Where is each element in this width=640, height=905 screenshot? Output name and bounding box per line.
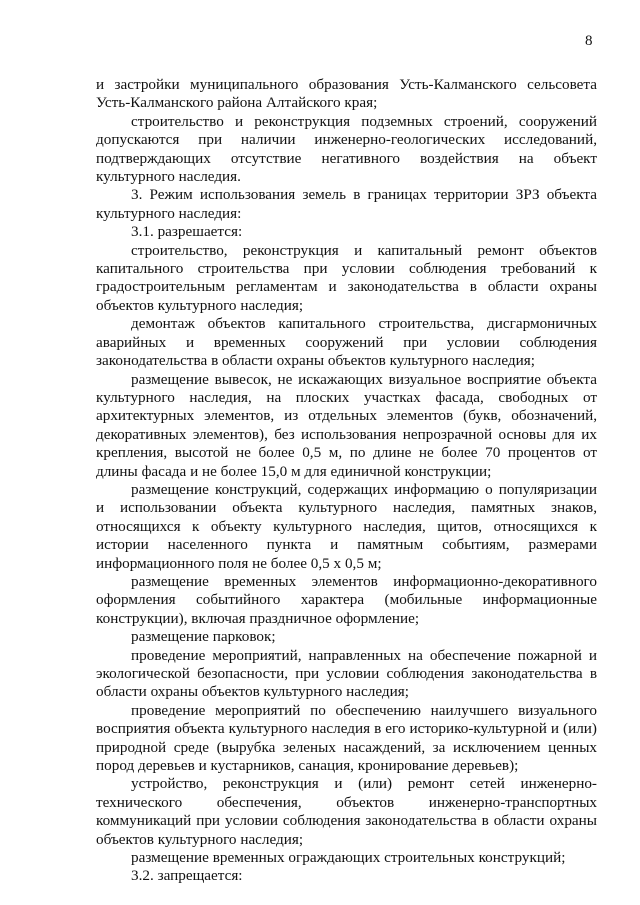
paragraph-fire-safety: проведение мероприятий, направленных на обеспечение пожарной и экологической безопасности, при условии соблюдения законодательства в области охраны объектов культурного наследия; — [96, 646, 597, 701]
paragraph-temporary-fences: размещение временных ограждающих строительных конструкций; — [131, 849, 566, 867]
paragraph-engineering-networks: устройство, реконструкция и (или) ремонт сетей инженерно-технического обеспечения, объектов инженерно-транспортных коммуникаций при условии соблюдения законодательства в области охраны объектов культурного наследия; — [96, 775, 597, 848]
paragraph-dismantling: демонтаж объектов капитального строительства, дисгармоничных аварийных и временных сооружений при условии соблюдения законодательства в области охраны объектов культурного наследия; — [96, 315, 597, 370]
section-3-1-heading: 3.1. разрешается: — [131, 223, 243, 241]
section-3-2-heading: 3.2. запрещается: — [131, 867, 243, 885]
paragraph-info-structures: размещение конструкций, содержащих информацию о популяризации и использовании объекта культурного наследия, памятных знаков, относящихся к объекту культурного наследия, щитов, относящихся к истории населенного пункта и памятным событиям, размерами информационного поля не более 0,5 х 0,5 м; — [96, 480, 597, 572]
paragraph-temporary-decor: размещение временных элементов информационно-декоративного оформления событийного характера (мобильные информационные конструкции), включая праздничное оформление; — [96, 572, 597, 627]
document-body — [96, 76, 597, 886]
page-number: 8 — [585, 33, 593, 49]
paragraph-parking: размещение парковок; — [131, 628, 276, 646]
section-3-heading: 3. Режим использования земель в границах территории ЗРЗ объекта культурного наследия: — [96, 186, 597, 222]
paragraph-signage: размещение вывесок, не искажающих визуальное восприятие объекта культурного наследия, на плоских участках фасада, свободных от архитектурных элементов, из отдельных элементов (букв, обозначений, декоративных элементов), без использования непрозрачной основы для их крепления, высотой не более 0,5 м, по длине не более 70 процентов от длины фасада и не более 15,0 м для единичной конструкции; — [96, 370, 597, 480]
paragraph-visual-perception: проведение мероприятий по обеспечению наилучшего визуального восприятия объекта культурного наследия в его историко-культурной и (или) природной среде (вырубка зеленых насаждений, за исключением ценных пород деревьев и кустарников, санация, кронирование деревьев); — [96, 701, 597, 775]
paragraph-construction: строительство, реконструкция и капитальный ремонт объектов капитального строительства при условии соблюдения требований к градостроительным регламентам и законодательства в области охраны объектов культурного наследия; — [96, 241, 597, 314]
paragraph-2: строительство и реконструкция подземных строений, сооружений допускаются при наличии инженерно-геологических исследований, подтверждающих отсутствие негативного воздействия на объект культурного наследия. — [96, 112, 597, 186]
paragraph-1: и застройки муниципального образования Усть-Калманского сельсовета Усть-Калманского района Алтайского края; — [96, 76, 597, 112]
